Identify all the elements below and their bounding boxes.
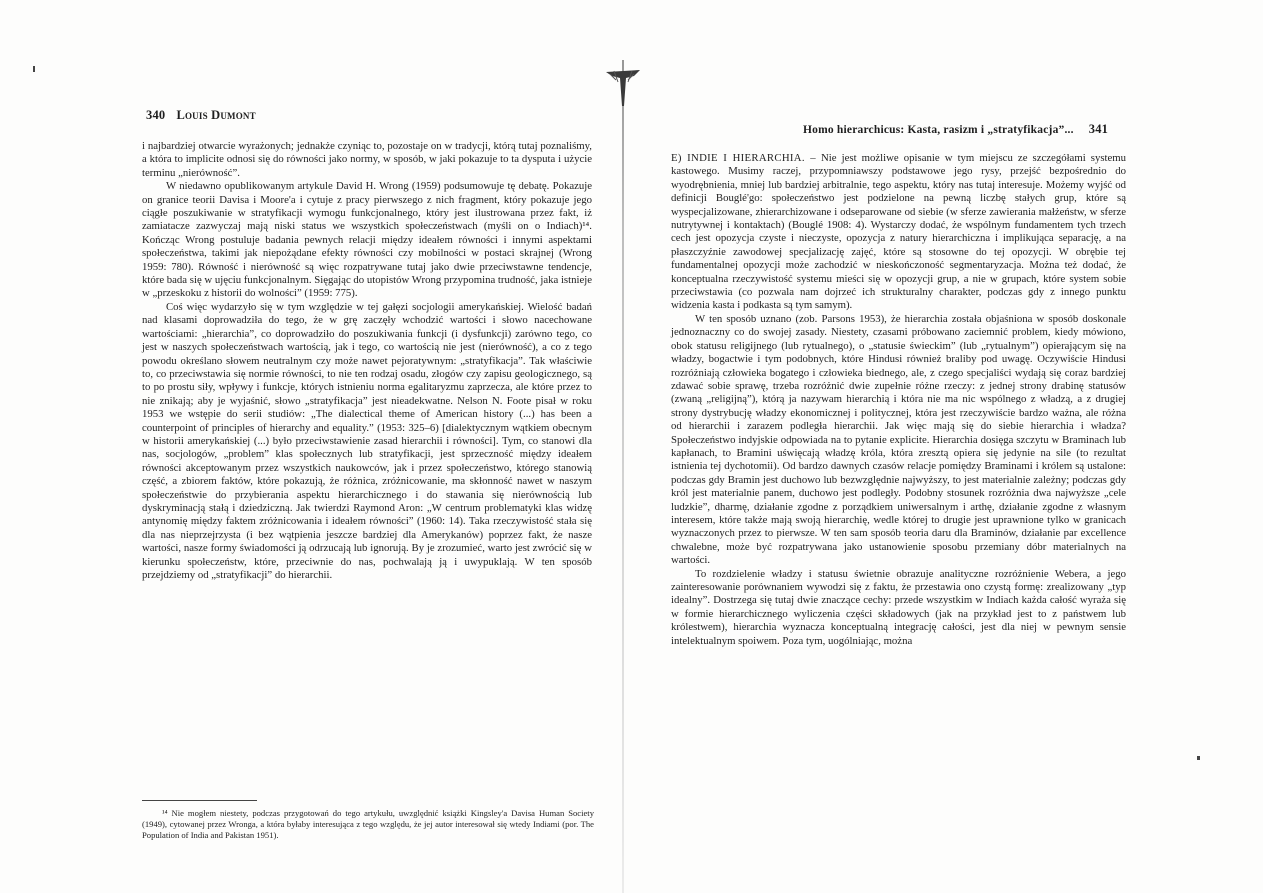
paragraph: Coś więc wydarzyło się w tym względzie w tej gałęzi socjologii amerykańskiej. Wielość badań nad klasami doprowadziła do tego, że w grę zaczęły wchodzić wartości i słowo nacechowane wartościami: „hierarchia”, co doprowadziło do poszukiwania funkcji (i dysfunkcji) zarówno tego, co jest w naszych społeczeństwach wartością, jak i tego, co wartością nie jest (nierówność), a co z tego powodu określano słowem neutralnym czy może nawet pejoratywnym: „stratyfikacja”. Tak właściwie to, co przeciwstawia się normie równości, to nie ten rodzaj osadu, złogów czy zapisu geologicznego, są to po prostu siły, wpływy i funkcje, których istnieniu norma egalitaryzmu zaprzecza, ale które przez to nie znikają; aby je wyjaśnić, słowo „stratyfikacja” jest nieadekwatne. Nelson N. Foote pisał w roku 1953 we wstępie do serii studiów: „The dialectical theme of American history (...) has been a counterpoint of principles of hierarchy and equality.” (1953: 325–6) [dialektycznym wątkiem obecnym w historii amerykańskiej (...) było przeciwstawienie zasad hierarchii i równości]. Tym, co stanowi dla nas, socjologów, „problem” klas społecznych lub stratyfikacji, jest sprzeczność między ideałem równości akceptowanym przez wszystkich naukowców, jak i przez społeczeństwo, którego stanowią część, a zbiorem faktów, które pokazują, że różnica, zróżnicowanie, ma skłonność nawet w naszym społeczeństwie do przybierania aspektu hierarchicznego i do stawania się nierównością lub dyskryminacją stałą i dziedziczną. Jak twierdzi Raymond Aron: „W centrum problematyki klas widzę antynomię między faktem zróżnicowania i ideałem równości” (1960: 14). Taka rzeczywistość stała się dla nas nieprzejrzysta (i bez wątpienia jeszcze bardziej dla Amerykanów) poprzez fakt, że nasze wartości, nasze formy świadomości ją odrzucają lub ignorują. By je zrozumieć, warto jest zwrócić się w kierunku społeczeństw, które, przeciwnie do nas, pochwalają ją i uwypuklają. W ten sposób przejdziemy od „stratyfikacji” do hierarchii.: [142, 300, 592, 581]
left-page-number: 340: [146, 108, 166, 122]
scan-speck: [33, 66, 35, 72]
paragraph-text: Nie jest możliwe opisanie w tym miejscu ze szczegółami systemu kastowego. Musimy raczej, przypomniawszy podstawowe jego rysy, przejść bezpośrednio do wyodrębnienia, mniej lub bardziej arbitralnie, tego aspektu, który nas tutaj interesuje. Możemy wyjść od definicji Bouglé'go: społeczeństwo jest podzielone na pewną liczbę stałych grup, które są wyspecjalizowane, zhierarchizowane i odseparowane od siebie (w sferze zawierania małżeństw, w sferze nutrytywnej i kontaktach) (Bouglé 1908: 4). Wystarczy dodać, że wspólnym fundamentem tych trzech cech jest opozycja czyste i nieczyste, opozycja z natury hierarchiczna i implikująca separację, a na płaszczyźnie zawodowej specjalizację zajęć, które są stosowne do tej opozycji. W obrębie tej fundamentalnej opozycji może zachodzić w nieskończoność segmentaryzacja. Można też dodać, że konceptualna rzeczywistość systemu mieści się w opozycji grup, a nie w grupach, które system sobie przeciwstawia (co pozwala nam dojrzeć ich strukturalny charakter, podczas gdy z innego punktu widzenia kasta i podkasta są tym samym).: [671, 152, 1127, 312]
right-page-number: 341: [1088, 122, 1109, 136]
binding-mark-icon: [604, 66, 642, 106]
left-running-head: [146, 108, 256, 123]
book-gutter: [622, 60, 624, 893]
footnote-rule: [142, 800, 257, 801]
paragraph: To rozdzielenie władzy i statusu świetnie obrazuje analityczne rozróżnienie Webera, a jego zainteresowanie porównaniem wywodzi się z faktu, że przestawia ono czystą formę: zrealizowany „typ idealny”. Dostrzega się tutaj dwie znaczące cechy: przede wszystkim w Indiach każda całość wyraża się w formie hierarchicznego wyliczenia części składowych (jak na przykład jest to z państwem lub królestwem), hierarchia wyznacza konceptualną integrację całości, jest dla niej w pewnym sensie intelektualnym spoiwem. Poza tym, uogólniając, można: [671, 567, 1126, 647]
scan-speck: [1197, 756, 1200, 760]
running-head-author: Louis Dumont: [176, 108, 256, 122]
running-head-title: Homo hierarchicus: Kasta, rasizm i „stratyfikacja”...: [803, 124, 1074, 136]
paragraph: W niedawno opublikowanym artykule David H. Wrong (1959) podsumowuje tę debatę. Pokazuje on granice teorii Davisa i Moore'a i cytuje z pracy pierwszego z nich fragment, który pokazuje jego ciągłe poszukiwanie w stratyfikacji wymogu funkcjonalnego, który jest ilustrowana przez fakt, iż zamiatacze zazwyczaj mają niski status we wszystkich społeczeństwach (myśli on o Indiach)¹⁴. Kończąc Wrong postuluje badania pewnych relacji między ideałem równości i innymi aspektami społeczeństwa, takimi jak niepożądane efekty równości czy mobilności w postaci skrajnej (Wrong 1959: 780). Równość i nierówność są więc rozpatrywane tutaj jako dwie przeciwstawne tendencje, które bada się w ujęciu funkcjonalnym. Sięgając do utopistów Wrong przypomina trudność, jaka istnieje w „przeskoku z historii do wolności” (1959: 775).: [142, 180, 592, 300]
paragraph: W ten sposób uznano (zob. Parsons 1953), że hierarchia została objaśniona w sposób doskonale jednoznaczny co do swojej zasady. Niestety, czasami próbowano zaciemnić problem, kiedy mówiono, obok statusu religijnego (lub rytualnego), o „statusie świeckim” (lub „rytualnym”) opierającym się na władzy, bogactwie i tym podobnych, które Hindusi również braliby pod uwagę. Oczywiście Hindusi rozróżniają człowieka bogatego i człowieka biednego, ale, z czego specjaliści wydają się coraz bardziej zdawać sobie sprawę, trzeba rozróżnić dwie zupełnie różne rzeczy: z jednej strony drabinę statusów (zwaną „religijną”), którą ja nazywam hierarchią i która nie ma nic wspólnego z władzą, a z drugiej strony dystrybucję władzy ekonomicznej i politycznej, która jest rzeczywiście bardzo ważna, ale różna od hierarchii i zarazem podległa hierarchii. Jak więc mają się do siebie hierarchia i władza? Społeczeństwo indyjskie odpowiada na to pytanie explicite. Hierarchia dosięga szczytu w Braminach lub kapłanach, to Bramini uświęcają władzę króla, która zresztą opiera się jedynie na sile (to rezultat istnienia tej dychotomii). Od bardzo dawnych czasów relacje pomiędzy Braminami i królem są ustalone: podczas gdy Bramin jest duchowo lub bezwzględnie najwyższy, to jest materialnie zależny; podczas gdy król jest materialnie panem, duchowo jest podległy. Podobny stosunek rozróżnia dwa najwyższe „cele ludzkie”, dharmę, działanie zgodne z porządkiem uniwersalnym i arthę, działanie zgodne z własnym interesem, które także mają swoją hierarchię, wedle której to drugie jest uprawnione tylko w granicach wyznaczonych przez to pierwsze. W ten sam sposób teoria daru dla Braminów, działanie par excellence chwalebne, może być rozpatrywana jako ustanowienie sposobu przemiany dóbr materialnych na wartości.: [671, 312, 1126, 567]
right-body-text: [671, 152, 1126, 648]
right-running-head: [803, 122, 1108, 137]
footnote-14: ¹⁴ Nie mogłem niestety, podczas przygotowań do tego artykułu, uwzględnić książki Kingsley'a Davisa Human Society (1949), cytowanej przez Wronga, a która byłaby interesująca z tego względu, że jej autor interesował się wtedy Indiami (por. The Population of India and Pakistan 1951).: [142, 808, 594, 840]
paragraph: [671, 152, 1126, 313]
section-heading: E) INDIE I HIERARCHIA. –: [671, 152, 816, 164]
left-body-text: [142, 140, 592, 582]
paragraph: i najbardziej otwarcie wyrażonych; jednakże czyniąc to, pozostaje on w tradycji, którą tutaj poznaliśmy, a która to implicite odnosi się do równości jako normy, w sposób, w jaki pokazuje to ta dysputa i użycie terminu „nierówność”.: [142, 140, 592, 179]
